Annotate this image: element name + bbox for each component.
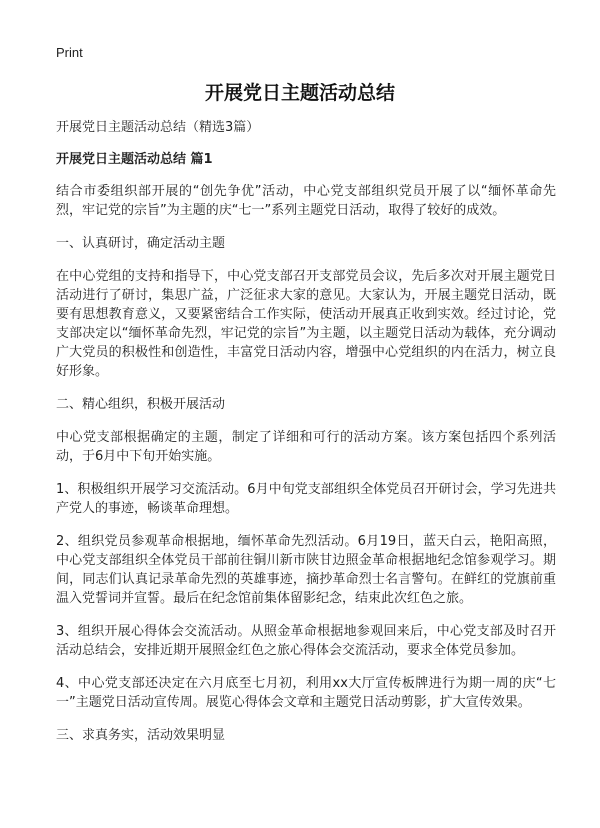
list-item-two: 2、组织党员参观革命根据地，缅怀革命先烈活动。6月19日，蓝天白云，艳阳高照，中心党支部组织全体党员干部前往铜川新市陕甘边照金革命根据地纪念馆参观学习。期间，同志们认真记录革命先烈的英雄事迹，摘抄革命烈士名言警句。在鲜红的党旗前重温入党誓词并宣誓。最后在纪念馆前集体留影纪念，结束此次红色之旅。 (56, 534, 556, 606)
document-subtitle: 开展党日主题活动总结（精选3篇） (56, 120, 260, 135)
paragraph-plan: 中心党支部根据确定的主题，制定了详细和可行的活动方案。该方案包括四个系列活动，于6月中下旬开始实施。 (56, 430, 556, 464)
paragraph-discussion: 在中心党组的支持和指导下，中心党支部召开支部党员会议，先后多次对开展主题党日活动进行了研讨，集思广益，广泛征求大家的意见。大家认为，开展主题党日活动，既要有思想教育意义，又要紧密结合工作实际，使活动开展真正收到实效。经过讨论，党支部决定以“缅怀革命先烈，牢记党的宗旨”为主题，以主题党日活动为载体，充分调动广大党员的积极性和创造性，丰富党日活动内容，增强中心党组织的内在活力，树立良好形象。 (56, 269, 556, 379)
intro-paragraph: 结合市委组织部开展的“创先争优”活动，中心党支部组织党员开展了以“缅怀革命先烈，牢记党的宗旨”为主题的庆“七一”系列主题党日活动，取得了较好的成效。 (56, 184, 556, 218)
section-title: 开展党日主题活动总结 篇1 (56, 152, 213, 167)
heading-three: 三、求真务实，活动效果明显 (56, 728, 226, 743)
list-item-three: 3、组织开展心得体会交流活动。从照金革命根据地参观回来后，中心党支部及时召开活动总结会，安排近期开展照金红色之旅心得体会交流活动，要求全体党员参加。 (56, 624, 556, 658)
list-item-one: 1、积极组织开展学习交流活动。6月中旬党支部组织全体党员召开研讨会，学习先进共产党人的事迹，畅谈革命理想。 (56, 482, 556, 516)
document-body (56, 118, 556, 759)
heading-one: 一、认真研讨，确定活动主题 (56, 236, 226, 251)
list-item-four: 4、中心党支部还决定在六月底至七月初，利用xx大厅宣传板牌进行为期一周的庆“七一”主题党日活动宣传周。展览心得体会文章和主题党日活动剪影，扩大宣传效果。 (56, 676, 556, 710)
document-title: 开展党日主题活动总结 (204, 82, 395, 104)
heading-two: 二、精心组织，积极开展活动 (56, 397, 226, 412)
print-link[interactable]: Print (56, 45, 83, 60)
